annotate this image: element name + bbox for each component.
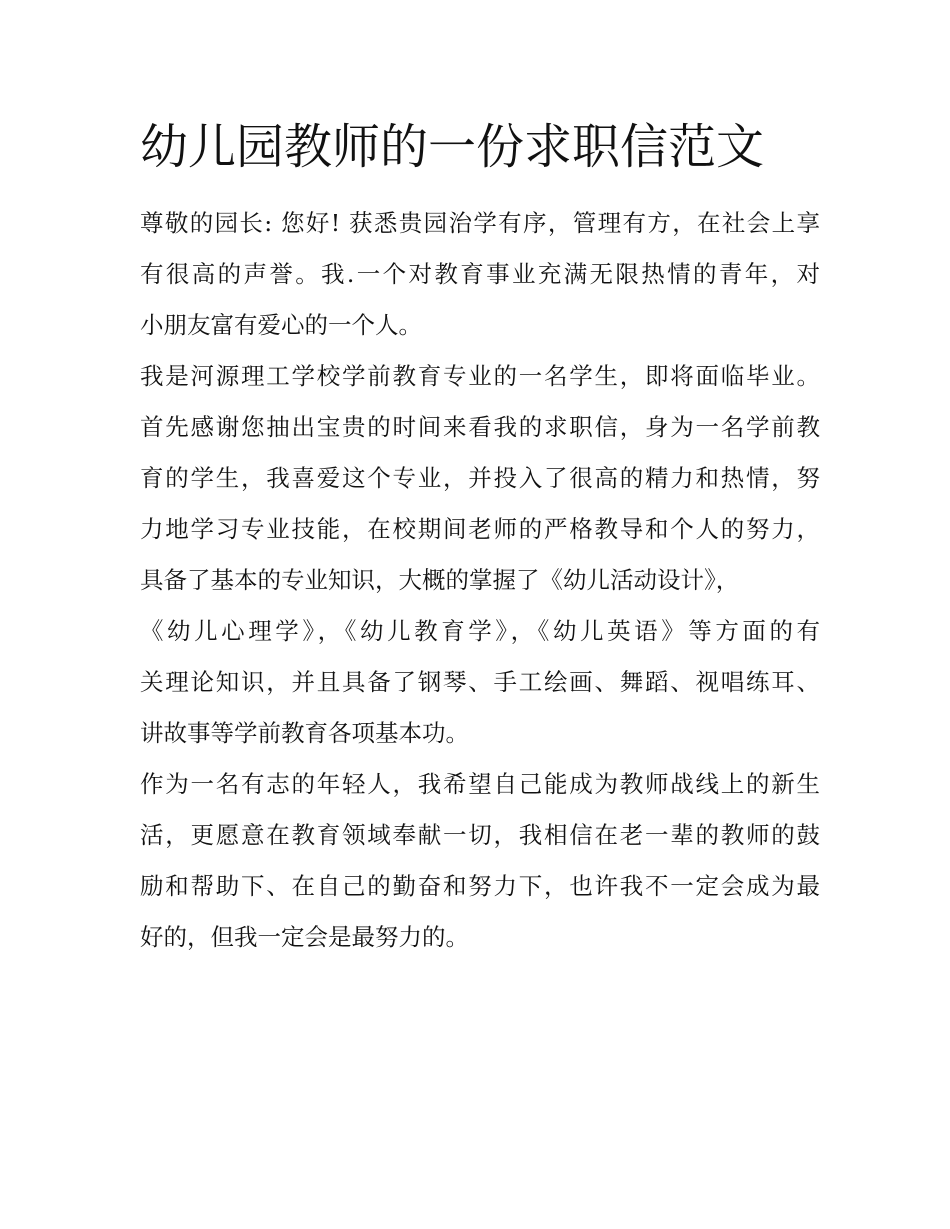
- text-line-3: 小朋友富有爱心的一个人。: [140, 311, 422, 339]
- text-line-5: 首先感谢您抽出宝贵的时间来看我的求职信，身为一名学前教: [140, 413, 820, 441]
- text-line-14: 励和帮助下、在自己的勤奋和努力下，也许我不一定会成为最: [140, 872, 820, 900]
- text-line-11: 讲故事等学前教育各项基本功。: [140, 719, 469, 747]
- text-line-1: 尊敬的园长: 您好! 获悉贵园治学有序，管理有方，在社会上享: [140, 209, 820, 237]
- text-line-6: 育的学生，我喜爱这个专业，并投入了很高的精力和热情，努: [140, 464, 820, 492]
- text-line-10: 关理论知识，并且具备了钢琴、手工绘画、舞蹈、视唱练耳、: [140, 668, 820, 696]
- text-line-15: 好的，但我一定会是最努力的。: [140, 923, 469, 951]
- text-line-8: 具备了基本的专业知识，大概的掌握了《幼儿活动设计》，: [140, 566, 740, 594]
- text-line-12: 作为一名有志的年轻人，我希望自己能成为教师战线上的新生: [140, 770, 820, 798]
- text-line-7: 力地学习专业技能，在校期间老师的严格教导和个人的努力，: [140, 515, 820, 543]
- text-line-2: 有很高的声誉。我.一个对教育事业充满无限热情的青年，对: [140, 260, 820, 288]
- document-title: 幼儿园教师的一份求职信范文: [140, 119, 765, 175]
- text-line-4: 我是河源理工学校学前教育专业的一名学生，即将面临毕业。: [140, 362, 820, 390]
- document-body: [140, 198, 820, 963]
- text-line-9: 《幼儿心理学》，《幼儿教育学》，《幼儿英语》等方面的有: [140, 617, 820, 645]
- text-line-13: 活，更愿意在教育领域奉献一切，我相信在老一辈的教师的鼓: [140, 821, 820, 849]
